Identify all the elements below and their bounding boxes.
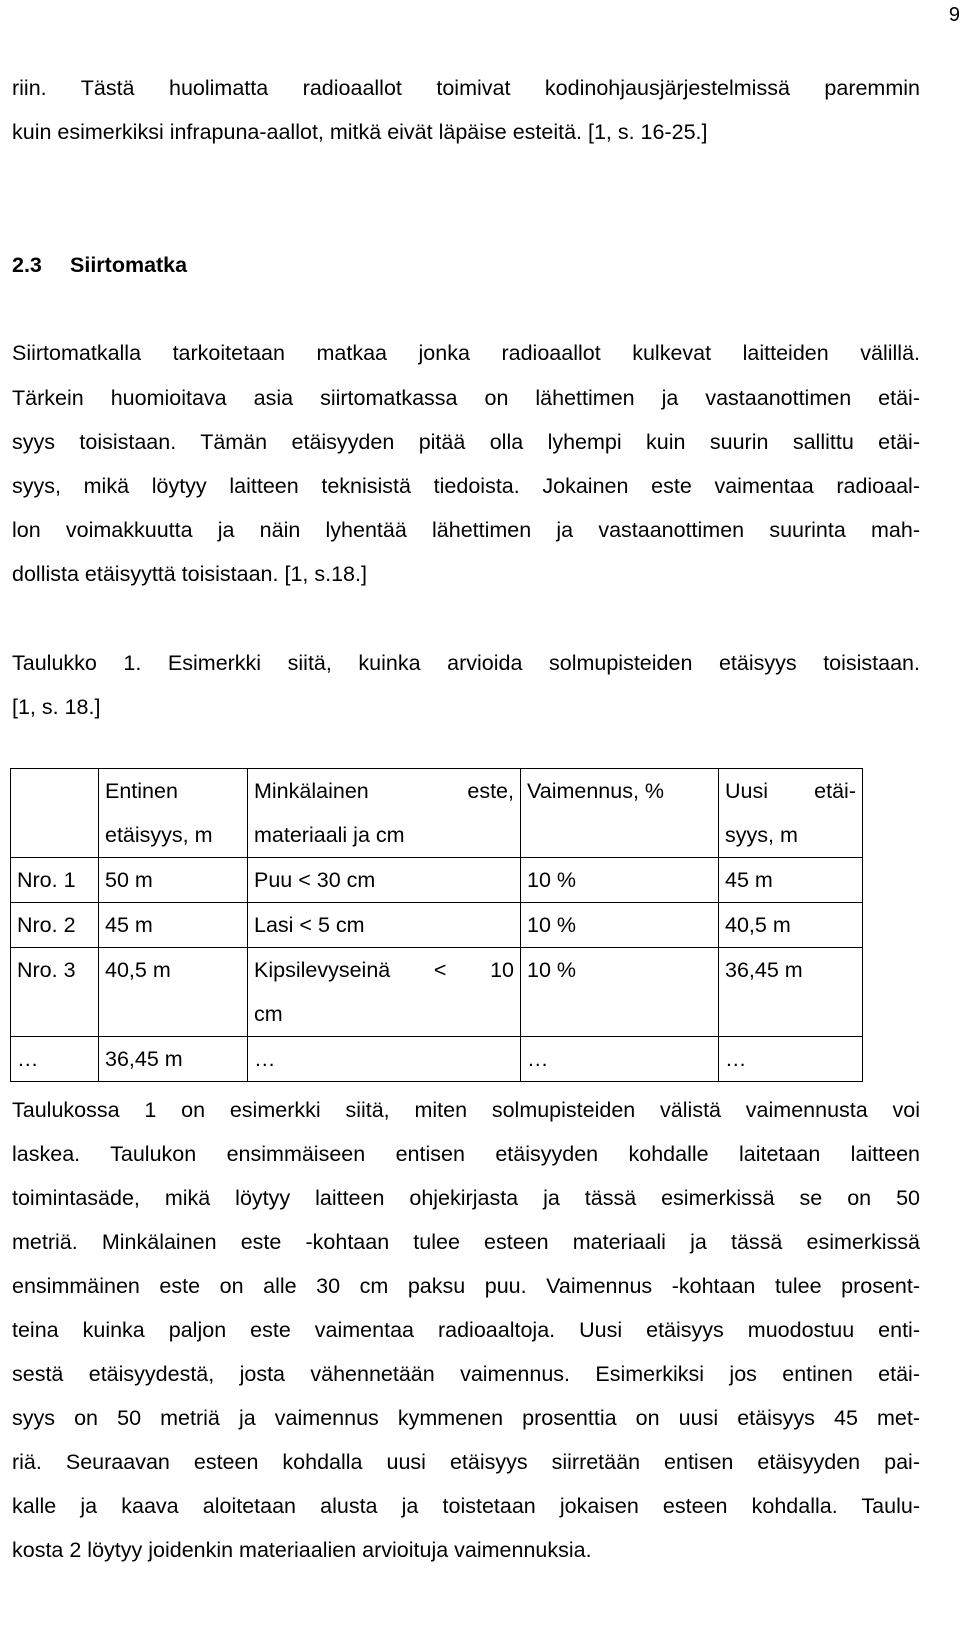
table-row	[11, 858, 863, 903]
table-row	[11, 948, 863, 1037]
text-line: syys on 50 metriä ja vaimennus kymmenen prosenttia on uusi etäisyys 45 met-	[12, 1406, 920, 1430]
page-number: 9	[948, 4, 960, 26]
header-text: materiaali ja cm	[254, 823, 405, 847]
cell-obstacle: Puu < 30 cm	[248, 858, 521, 903]
cell-attenuation: 10 %	[521, 903, 719, 948]
text-line: Taulukko 1. Esimerkki siitä, kuinka arvioida solmupisteiden etäisyys toisistaan.	[12, 651, 920, 675]
text-line: syys, mikä löytyy laitteen teknisistä tiedoista. Jokainen este vaimentaa radioaal-	[12, 474, 920, 498]
section-number: 2.3	[12, 253, 42, 277]
header-cell-new-distance	[719, 769, 863, 858]
cell-obstacle	[248, 948, 521, 1037]
header-text: Minkälainen este,	[254, 779, 514, 803]
cell-nro: …	[11, 1037, 99, 1082]
text-line: lon voimakkuutta ja näin lyhentää lähettimen ja vastaanottimen suurinta mah-	[12, 518, 920, 542]
cell-nro: Nro. 1	[11, 858, 99, 903]
cell-attenuation: 10 %	[521, 948, 719, 1037]
text-line: riä. Seuraavan esteen kohdalla uusi etäisyys siirretään entisen etäisyyden pai-	[12, 1450, 920, 1474]
table-row	[11, 903, 863, 948]
header-text: etäisyys, m	[105, 823, 213, 847]
table-row	[11, 1037, 863, 1082]
section-heading	[12, 252, 187, 278]
cell-previous-distance: 40,5 m	[99, 948, 248, 1037]
cell-attenuation: 10 %	[521, 858, 719, 903]
text-line: teina kuinka paljon este vaimentaa radioaaltoja. Uusi etäisyys muodostuu enti-	[12, 1318, 920, 1342]
header-cell-previous-distance	[99, 769, 248, 858]
text-line: kuin esimerkiksi infrapuna-aallot, mitkä eivät läpäise esteitä. [1, s. 16-25.]	[12, 120, 708, 144]
header-cell-attenuation: Vaimennus, %	[521, 769, 719, 858]
cell-new-distance: 36,45 m	[719, 948, 863, 1037]
cell-new-distance: 40,5 m	[719, 903, 863, 948]
text-line: [1, s. 18.]	[12, 695, 101, 719]
cell-obstacle: …	[248, 1037, 521, 1082]
section-title: Siirtomatka	[70, 253, 188, 277]
text-line: sestä etäisyydestä, josta vähennetään vaimennus. Esimerkiksi jos entinen etäi-	[12, 1362, 920, 1386]
cell-nro: Nro. 3	[11, 948, 99, 1037]
cell-obstacle: Lasi < 5 cm	[248, 903, 521, 948]
text-line: Siirtomatkalla tarkoitetaan matkaa jonka radioaallot kulkevat laitteiden välillä.	[12, 341, 920, 365]
header-text: Uusi etäi-	[725, 779, 856, 803]
text-line: laskea. Taulukon ensimmäiseen entisen etäisyyden kohdalle laitetaan laitteen	[12, 1142, 920, 1166]
header-cell-empty	[11, 769, 99, 858]
text-line: Taulukossa 1 on esimerkki siitä, miten solmupisteiden välistä vaimennusta voi	[12, 1098, 920, 1122]
cell-new-distance: 45 m	[719, 858, 863, 903]
text-line: kosta 2 löytyy joidenkin materiaalien arvioituja vaimennuksia.	[12, 1538, 592, 1562]
text-line: metriä. Minkälainen este -kohtaan tulee esteen materiaali ja tässä esimerkissä	[12, 1230, 920, 1254]
cell-previous-distance: 45 m	[99, 903, 248, 948]
cell-previous-distance: 50 m	[99, 858, 248, 903]
text-line: syys toisistaan. Tämän etäisyyden pitää olla lyhempi kuin suurin sallittu etäi-	[12, 430, 920, 454]
attenuation-table	[10, 768, 863, 1082]
cell-previous-distance: 36,45 m	[99, 1037, 248, 1082]
text-line: Tärkein huomioitava asia siirtomatkassa on lähettimen ja vastaanottimen etäi-	[12, 386, 920, 410]
cell-attenuation: …	[521, 1037, 719, 1082]
text-line: toimintasäde, mikä löytyy laitteen ohjekirjasta ja tässä esimerkissä se on 50	[12, 1186, 920, 1210]
header-text: Entinen	[105, 779, 178, 803]
text-line: kalle ja kaava aloitetaan alusta ja toistetaan jokaisen esteen kohdalla. Taulu-	[12, 1494, 920, 1518]
cell-nro: Nro. 2	[11, 903, 99, 948]
cell-new-distance: …	[719, 1037, 863, 1082]
cell-text: cm	[254, 1002, 283, 1026]
header-cell-obstacle	[248, 769, 521, 858]
header-text: syys, m	[725, 823, 798, 847]
text-line: riin. Tästä huolimatta radioaallot toimivat kodinohjausjärjestelmissä paremmin	[12, 76, 920, 100]
text-line: ensimmäinen este on alle 30 cm paksu puu. Vaimennus -kohtaan tulee prosent-	[12, 1274, 920, 1298]
table-header-row	[11, 769, 863, 858]
cell-text: Kipsilevyseinä < 10	[254, 958, 514, 982]
text-line: dollista etäisyyttä toisistaan. [1, s.18.]	[12, 562, 367, 586]
